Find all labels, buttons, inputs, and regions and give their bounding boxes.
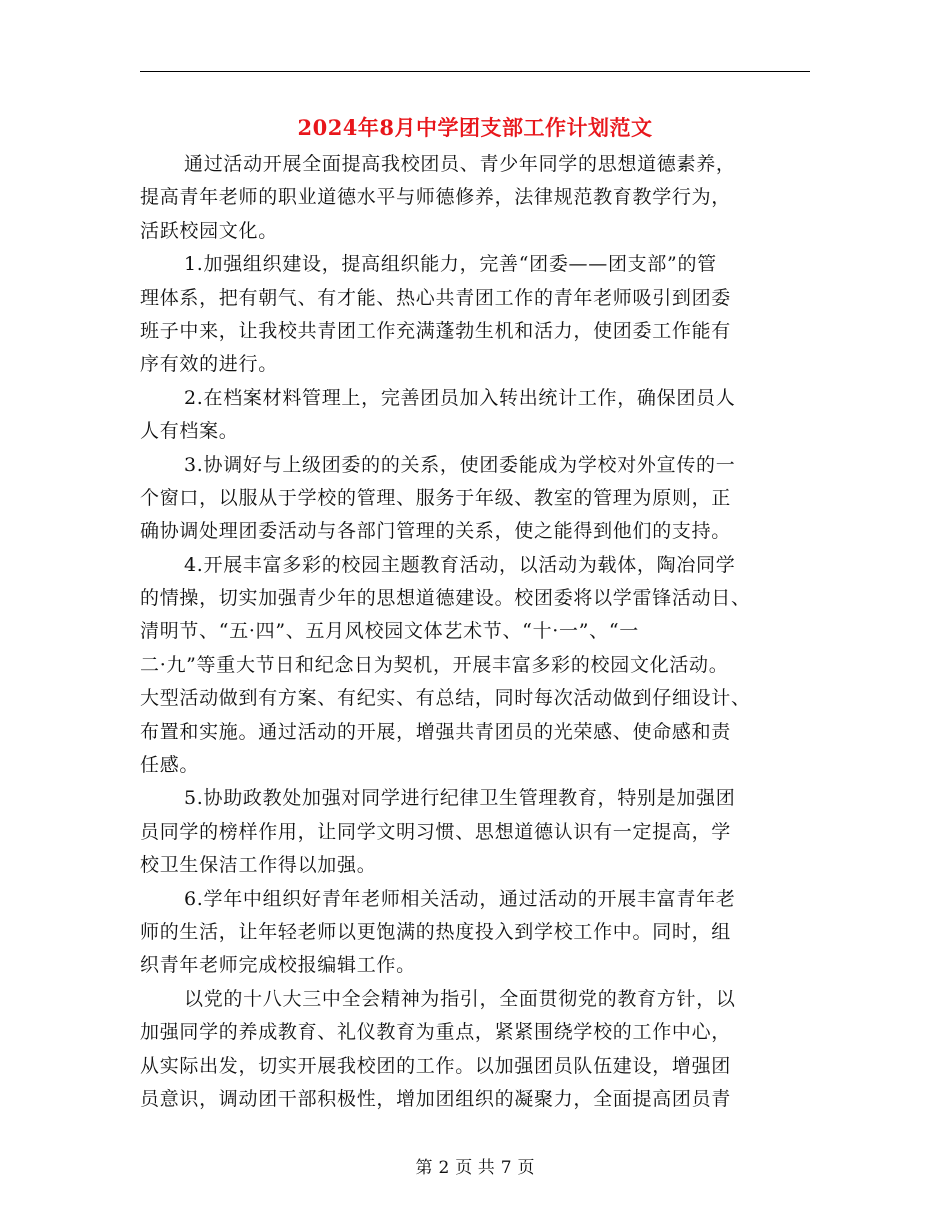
paragraph-line: 从实际出发，切实开展我校团的工作。以加强团员队伍建设，增强团 [140, 1054, 732, 1077]
paragraph-line: 人有档案。 [140, 420, 239, 443]
paragraph-line: 5.协助政教处加强对同学进行纪律卫生管理教育，特别是加强团 [184, 787, 736, 810]
document-body [140, 148, 800, 1116]
paragraph-line: 任感。 [140, 754, 200, 777]
paragraph-line: 布置和实施。通过活动的开展，增强共青团员的光荣感、使命感和责 [140, 720, 732, 743]
paragraph-line: 确协调处理团委活动与各部门管理的关系，使之能得到他们的支持。 [140, 520, 732, 543]
paragraph [140, 148, 800, 248]
paragraph-line: 班子中来，让我校共青团工作充满蓬勃生机和活力，使团委工作能有 [140, 319, 732, 342]
paragraph-line: 师的生活，让年轻老师以更饱满的热度投入到学校工作中。同时，组 [140, 920, 732, 943]
paragraph-line: 二·九”等重大节日和纪念日为契机，开展丰富多彩的校园文化活动。 [140, 653, 729, 676]
paragraph-line: 织青年老师完成校报编辑工作。 [140, 954, 416, 977]
paragraph-line: 的情操，切实加强青少年的思想道德建设。校团委将以学雷锋活动日、 [140, 587, 751, 610]
paragraph-line: 4.开展丰富多彩的校园主题教育活动，以活动为载体，陶冶同学 [184, 553, 736, 576]
paragraph-line: 1.加强组织建设，提高组织能力，完善“团委——团支部”的管 [184, 253, 717, 276]
paragraph [140, 549, 800, 783]
paragraph-line: 大型活动做到有方案、有纪实、有总结，同时每次活动做到仔细设计、 [140, 687, 751, 710]
paragraph-line: 校卫生保洁工作得以加强。 [140, 854, 377, 877]
header-rule [140, 71, 810, 72]
paragraph-line: 清明节、“五·四”、五月风校园文体艺术节、“十·一”、“一 [140, 620, 639, 643]
paragraph [140, 782, 800, 882]
paragraph [140, 248, 800, 382]
paragraph-line: 加强同学的养成教育、礼仪教育为重点，紧紧围绕学校的工作中心， [140, 1021, 732, 1044]
paragraph-line: 员同学的榜样作用，让同学文明习惯、思想道德认识有一定提高，学 [140, 820, 732, 843]
paragraph-line: 6.学年中组织好青年老师相关活动，通过活动的开展丰富青年老 [184, 887, 736, 910]
paragraph-line: 提高青年老师的职业道德水平与师德修养，法律规范教育教学行为， [140, 186, 732, 209]
paragraph [140, 449, 800, 549]
paragraph-line: 以党的十八大三中全会精神为指引，全面贯彻党的教育方针，以 [184, 987, 736, 1010]
paragraph-line: 个窗口，以服从于学校的管理、服务于年级、教室的管理为原则，正 [140, 486, 732, 509]
footer-prefix: 第 [415, 1158, 433, 1178]
paragraph-line: 3.协调好与上级团委的的关系，使团委能成为学校对外宣传的一 [184, 453, 736, 476]
paragraph-line: 通过活动开展全面提高我校团员、青少年同学的思想道德素养， [184, 153, 736, 175]
paragraph-line: 员意识，调动团干部积极性，增加团组织的凝聚力，全面提高团员青 [140, 1087, 732, 1110]
footer-suffix: 页 [517, 1158, 535, 1178]
paragraph-line: 活跃校园文化。 [140, 219, 278, 242]
footer-middle: 页 共 [455, 1158, 495, 1178]
document-title: 2024年8月中学团支部工作计划范文 [297, 115, 653, 140]
footer-total-pages: 7 [500, 1158, 512, 1178]
paragraph-line: 序有效的进行。 [140, 353, 278, 376]
footer-page-number: 2 [438, 1158, 450, 1178]
paragraph-line: 2.在档案材料管理上，完善团员加入转出统计工作，确保团员人 [184, 386, 736, 409]
page-footer [0, 1153, 950, 1178]
paragraph-line: 理体系，把有朝气、有才能、热心共青团工作的青年老师吸引到团委 [140, 286, 732, 309]
paragraph [140, 983, 800, 1117]
paragraph [140, 382, 800, 449]
paragraph [140, 883, 800, 983]
